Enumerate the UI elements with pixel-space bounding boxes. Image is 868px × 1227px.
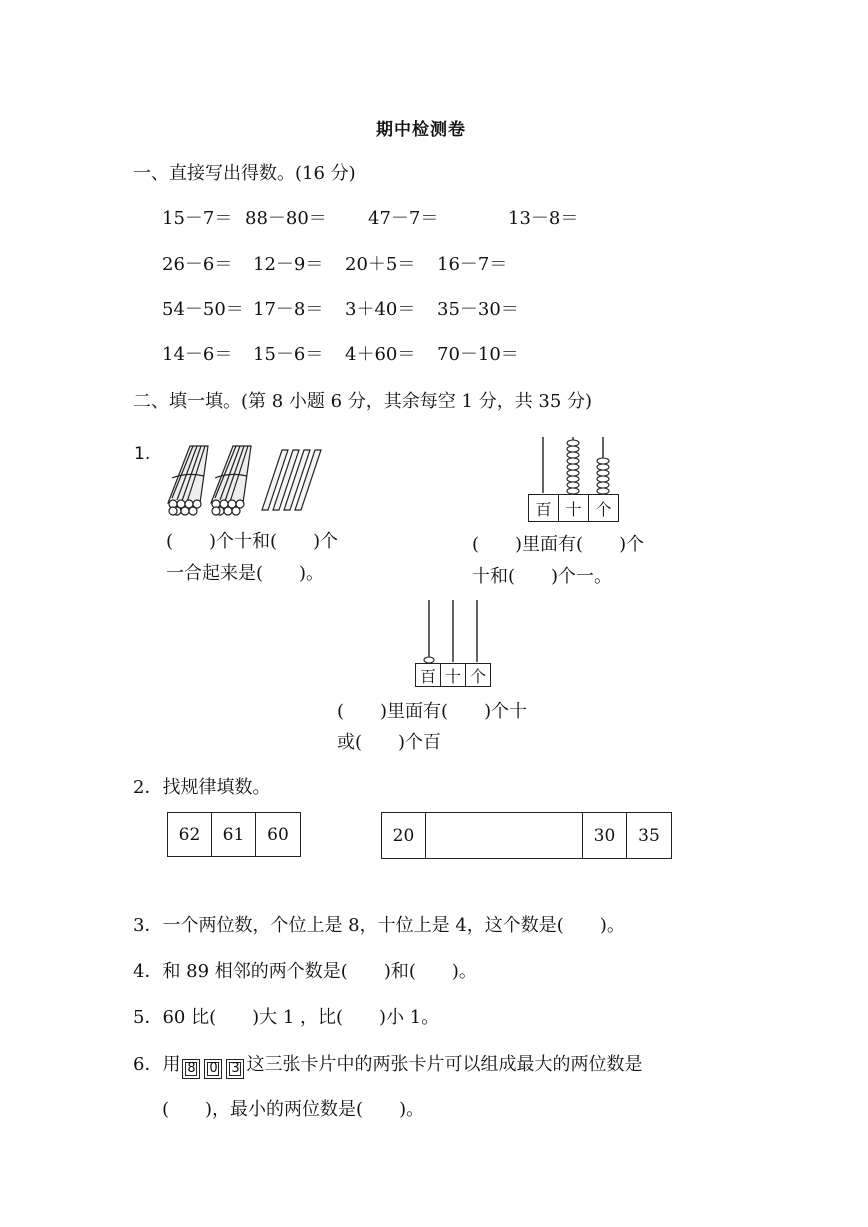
sequence-blank[interactable]: [426, 813, 583, 858]
sequence-2-boxes: [381, 812, 672, 859]
sequence-cell: 62: [168, 813, 212, 856]
bundle-of-ten-icon: [168, 446, 208, 515]
digit-card-8: 8: [182, 1059, 200, 1079]
ones-beads-icon: [597, 458, 609, 494]
question-6-line1: [133, 1056, 642, 1079]
problem: 15－6＝: [253, 344, 324, 365]
tens-label: 十: [441, 664, 466, 686]
hundreds-label: 百: [529, 495, 559, 521]
question-3: 3．一个两位数，个位上是 8，十位上是 4，这个数是( )。: [133, 915, 625, 936]
abacus-2-place-labels: [415, 663, 491, 687]
question-1-number: 1.: [134, 444, 151, 464]
q1-left-line1: ( )个十和( )个: [166, 531, 339, 552]
q6-prefix: 6．用: [133, 1054, 181, 1075]
sequence-cell: 60: [267, 824, 289, 845]
bundle-of-ten-icon: [211, 446, 251, 515]
q1-left-line2: 一合起来是( )。: [166, 563, 325, 584]
problem: 4＋60＝: [345, 344, 416, 365]
hundreds-label: 百: [416, 664, 441, 686]
ones-label: 个: [469, 666, 486, 686]
tens-label: 十: [559, 495, 589, 521]
q6-suffix: 这三张卡片中的两张卡片可以组成最大的两位数是: [246, 1054, 643, 1075]
single-stick-icon: [262, 450, 321, 510]
problem: 47－7＝: [368, 208, 439, 229]
section1-heading: 一、直接写出得数。(16 分): [133, 163, 356, 184]
problem: 3＋40＝: [345, 299, 416, 320]
problem: 70－10＝: [437, 344, 519, 365]
problem: 13－8＝: [508, 208, 579, 229]
q1-right-line1: ( )里面有( )个: [472, 534, 645, 555]
abacus-1-place-labels: [528, 494, 619, 522]
problem: 54－50＝: [162, 299, 244, 320]
problem: 17－8＝: [253, 299, 324, 320]
ones-label: 个: [595, 499, 612, 519]
question-6-line2: ( )，最小的两位数是( )。: [162, 1099, 425, 1120]
section2-heading: 二、填一填。(第 8 小题 6 分，其余每空 1 分，共 35 分): [133, 391, 593, 412]
sequence-cell: 35: [638, 825, 660, 846]
question-4: 4．和 89 相邻的两个数是( )和( )。: [133, 961, 477, 982]
sequence-1-boxes: [167, 812, 301, 857]
tens-beads-icon: [567, 440, 579, 494]
problem: 16－7＝: [437, 254, 508, 275]
problem: 14－6＝: [162, 344, 233, 365]
problem: 20＋5＝: [345, 254, 416, 275]
q1-bottom-line2: 或( )个百: [337, 732, 442, 753]
page-title: 期中检测卷: [376, 120, 466, 140]
sequence-cell: 61: [212, 813, 256, 856]
q1-bottom-line1: ( )里面有( )个十: [337, 701, 528, 722]
abacus-1-illustration: [528, 437, 620, 495]
abacus-2-illustration: [415, 600, 490, 664]
question-5: 5．60 比( )大 1 ，比( )小 1。: [133, 1007, 440, 1028]
question-2: 2．找规律填数。: [133, 777, 271, 798]
problem: 15－7＝: [162, 208, 233, 229]
problem: 26－6＝: [162, 254, 233, 275]
stick-bundles-illustration: [160, 438, 330, 523]
problem: 35－30＝: [437, 299, 519, 320]
sequence-cell: 30: [583, 813, 627, 858]
sequence-cell: 20: [382, 813, 426, 858]
q1-right-line2: 十和( )个一。: [472, 566, 613, 587]
problem: 88－80＝: [245, 208, 327, 229]
digit-card-3: 3: [226, 1059, 244, 1079]
digit-card-0: 0: [204, 1059, 222, 1079]
problem: 12－9＝: [253, 254, 324, 275]
